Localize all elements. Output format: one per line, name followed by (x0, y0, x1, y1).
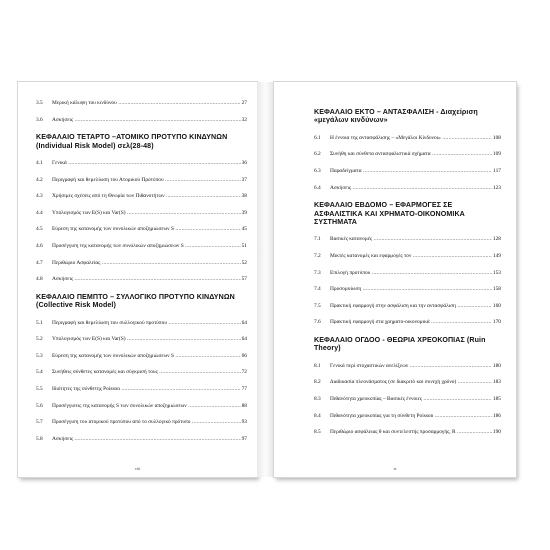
toc-entry-number: 3.5 (36, 100, 43, 106)
toc-entry-page: 158 (492, 286, 501, 293)
toc-entry-page: 93 (241, 419, 247, 426)
chapter-heading: ΚΕΦΑΛΑΙΟ ΤΕΤΑΡΤΟ –ΑΤΟΜΙΚΟ ΠΡΟΤΥΠΟ ΚΙΝΔΥΝΩΝ (Individual Risk Model) σελ(28-48) (36, 133, 228, 150)
toc-entry-title: Συνήθη και σύνθετα αντασφαλιστικά σχήματα ..... (330, 151, 492, 158)
toc-entry-title: Μερική κάλυψη του κινδύνου ..... (52, 100, 241, 107)
left-page (18, 82, 257, 477)
toc-entry-page: 45 (241, 226, 247, 233)
toc-entry-number: 8.2 (314, 379, 321, 386)
toc-entry-page: 109 (492, 151, 501, 158)
chapter-heading: ΚΕΦΑΛΑΙΟ ΠΕΜΠΤΟ – ΣΥΛΛΟΓΙΚΟ ΠΡΟΤΥΠΟ ΚΙΝΔΥΝΩΝ (Collective Risk Model) (36, 292, 235, 310)
toc-entry-number: 6.4 (314, 184, 321, 191)
toc-entry-page: 88 (241, 402, 247, 409)
toc-entry-number: 7.3 (314, 269, 321, 276)
toc-entry-page: 72 (241, 369, 247, 376)
toc-entry (36, 419, 247, 426)
toc-entry-title: Υπολογισμός των E(S) και Var(S) ..... (52, 336, 241, 343)
toc-entry-title: Ασκήσεις ..... (52, 117, 241, 124)
toc-entry-page: 128 (492, 236, 501, 243)
toc-entry-number: 8.3 (314, 395, 321, 402)
toc-entry-title: Διαδικασία πλεονάσματος (σε διακριτό και συνεχή χρόνο) ..... (330, 379, 492, 386)
toc-entry (314, 303, 501, 310)
toc-entry-title: Η έννοια της αντασφάλισης – «Μεγάλοι Κίνδυνοι» ..... (330, 135, 492, 142)
toc-entry-number: 5.7 (36, 419, 43, 426)
toc-entry (36, 100, 247, 107)
toc-entry-number: 3.6 (36, 116, 43, 123)
toc-entry-page: 77 (241, 385, 247, 392)
toc-entry-title: Εύρεση της κατανομής των συνολικών αποζημιώσεων S ..... (52, 353, 241, 360)
toc-entry-number: 7.4 (314, 286, 321, 293)
toc-entry (314, 168, 501, 175)
toc-entry-number: 7.6 (314, 319, 321, 326)
page-number-left: viii (134, 466, 141, 471)
toc-entry-page: 153 (492, 269, 501, 276)
toc-entry-title: Περιθώριο Ασφαλείας ..... (52, 260, 241, 267)
toc-entry-number: 4.5 (36, 226, 43, 233)
chapter-heading: ΚΕΦΑΛΑΙΟ ΟΓΔΟΟ - ΘΕΩΡΙΑ ΧΡΕΟΚΟΠΙΑΣ (Ruin Theory) (314, 335, 486, 353)
toc-entry-number: 7.5 (314, 302, 321, 309)
toc-entry (36, 210, 247, 217)
toc-entry-number: 4.2 (36, 176, 43, 183)
toc-entry (36, 369, 247, 376)
toc-entry-page: 52 (241, 259, 247, 266)
toc-entry-page: 190 (492, 429, 501, 436)
toc-entry-page: 185 (492, 395, 501, 402)
toc-entry-title: Πιθανότητα χρεοκοπίας – Βασικές έννοιες ..... (330, 396, 492, 403)
toc-entry-page: 66 (241, 352, 247, 359)
toc-entry-number: 5.4 (36, 369, 43, 376)
toc-entry-number: 8.4 (314, 412, 321, 419)
toc-entry (36, 336, 247, 343)
toc-entry (314, 253, 501, 260)
toc-entry (314, 363, 501, 370)
toc-entry (314, 286, 501, 293)
toc-entry-title: Προσέγγιση του ατομικού προτύπου από το συλλογικό πρότυπο ..... (52, 419, 241, 426)
toc-entry (36, 160, 247, 167)
toc-entry-page: 180 (492, 362, 501, 369)
toc-entry-title: Υπολογισμός των E(S) και Var(S) ..... (52, 210, 241, 217)
toc-entry-title: Ιδιότητες της σύνθετης Poisson ..... (52, 386, 241, 393)
toc-entry-title: Γενικά ..... (52, 160, 241, 167)
toc-entry-number: 8.5 (314, 429, 321, 436)
toc-entry-number: 4.3 (36, 193, 43, 200)
toc-entry (36, 436, 247, 443)
toc-entry (314, 379, 501, 386)
toc-entry-page: 186 (492, 412, 501, 419)
toc-entry (36, 193, 247, 200)
toc-entry-title: Περιγραφή και θεμελίωση του Ατομικού Προτύπου ..... (52, 177, 241, 184)
toc-entry-number: 4.8 (36, 276, 43, 283)
chapter-heading: ΚΕΦΑΛΑΙΟ ΕΒΔΟΜΟ – ΕΦΑΡΜΟΓΕΣ ΣΕ ΑΣΦΑΛΙΣΤΙΚΑ ΚΑΙ ΧΡΗΜΑΤΟ-ΟΙΚΟΝΟΜΙΚΑ ΣΥΣΤΗΜΑΤΑ (314, 201, 465, 226)
book-gutter (257, 82, 274, 477)
toc-entry-number: 5.6 (36, 402, 43, 409)
toc-entry (36, 117, 247, 124)
toc-entry (314, 236, 501, 243)
toc-entry (36, 260, 247, 267)
toc-entry-title: Ασκήσεις ..... (330, 185, 492, 192)
toc-entry (314, 396, 501, 403)
toc-entry-page: 117 (493, 168, 501, 174)
toc-entry-number: 6.1 (314, 134, 321, 141)
toc-entry-page: 51 (241, 242, 247, 249)
toc-entry-title: Επιλογή προτύπου ..... (330, 270, 492, 277)
toc-entry-title: Πιθανότητα χρεοκοπίας για τη σύνθετη Poisson ..... (330, 413, 492, 420)
toc-entry (314, 413, 501, 420)
toc-entry-page: 183 (492, 379, 501, 386)
toc-entry (314, 270, 501, 277)
toc-entry (314, 319, 501, 326)
chapter-heading: ΚΕΦΑΛΑΙΟ ΕΚΤΟ – ΑΝΤΑΣΦΑΛΙΣΗ - Διαχείριση «μεγάλων κινδύνων» (314, 108, 478, 125)
toc-entry (36, 386, 247, 393)
toc-entry (314, 185, 501, 192)
toc-entry (36, 353, 247, 360)
toc-entry-page: 170 (492, 319, 501, 326)
toc-entry-title: Εύρεση της κατανομής των συνολικών αποζημιώσεων S ..... (52, 226, 241, 233)
toc-entry (36, 276, 247, 283)
toc-entry-title: Προσέγγιση της κατανομής των συνολικών αποζημιώσεων S ..... (52, 243, 241, 250)
toc-entry-title: Πρακτική εφαρμογή στα χρηματο-οικονομικά ..... (330, 319, 492, 326)
right-toc (314, 108, 501, 446)
toc-entry-number: 4.7 (36, 259, 43, 266)
toc-entry-page: 108 (492, 134, 501, 141)
toc-entry-page: 32 (241, 116, 247, 123)
toc-entry (314, 135, 501, 142)
toc-entry (36, 226, 247, 233)
toc-entry-page: 37 (241, 176, 247, 183)
toc-entry (36, 403, 247, 410)
left-toc (36, 100, 247, 452)
toc-entry-title: Προσομοίωση ..... (330, 286, 492, 293)
toc-entry-page: 36 (241, 160, 247, 166)
page-number-right: ix (393, 466, 397, 471)
toc-entry-title: Πρακτική εφαρμογή στην ασφάλιση και την αντασφάλιση ..... (330, 303, 492, 310)
toc-entry-title: Βασικές κατανομές ..... (330, 236, 492, 243)
toc-entry-number: 6.2 (314, 151, 321, 158)
toc-entry-title: Γενικά περί στοχαστικών ανελίξεων ..... (330, 363, 492, 370)
toc-entry-title: Συνήθεις σύνθετες κατανομές και σύγκρισή τους ..... (52, 369, 241, 376)
toc-entry-number: 5.2 (36, 336, 43, 343)
toc-entry-page: 27 (241, 100, 247, 106)
toc-entry-page: 149 (492, 253, 501, 259)
toc-entry-number: 6.3 (314, 168, 321, 174)
toc-entry (314, 151, 501, 158)
toc-entry (36, 320, 247, 327)
toc-entry-number: 4.6 (36, 242, 43, 249)
toc-entry (314, 429, 501, 436)
toc-entry-title: Ασκήσεις ..... (52, 436, 241, 443)
toc-entry (36, 243, 247, 250)
toc-entry-title: Παραδείγματα ..... (330, 168, 492, 175)
toc-entry-title: Περιθώριο ασφάλειας θ και συντελεστής προσαρμογής, R ..... (330, 429, 492, 436)
toc-entry-title: Προσέγγισεις της κατανομής S των συνολικών αποζημιώσεων ..... (52, 403, 241, 410)
toc-entry (36, 177, 247, 184)
toc-entry-page: 160 (492, 302, 501, 309)
toc-entry-page: 123 (492, 184, 501, 191)
toc-entry-title: Περιγραφή και θεμελίωση του συλλογικού προτύπου ..... (52, 320, 241, 327)
toc-entry-number: 7.1 (314, 236, 321, 243)
toc-entry-title: Ασκήσεις ..... (52, 276, 241, 283)
right-page (274, 82, 516, 477)
toc-entry-number: 4.1 (36, 160, 43, 166)
toc-entry-number: 5.8 (36, 435, 43, 442)
toc-entry-number: 5.3 (36, 352, 43, 359)
toc-entry-number: 5.1 (36, 319, 43, 326)
toc-entry-title: Χρήσιμες σχέσεις από τη Θεωρία των Πιθανοτήτων ..... (52, 193, 241, 200)
toc-entry-number: 5.5 (36, 385, 43, 392)
toc-entry-page: 64 (241, 319, 247, 326)
toc-entry-page: 57 (241, 276, 247, 283)
toc-entry-number: 8.1 (314, 362, 321, 369)
toc-entry-page: 39 (241, 209, 247, 216)
toc-entry-page: 97 (241, 435, 247, 442)
toc-entry-page: 38 (241, 193, 247, 200)
toc-entry-number: 4.4 (36, 209, 43, 216)
toc-entry-title: Μικτές κατανομές και εφαρμογές τον ..... (330, 253, 492, 260)
toc-entry-number: 7.2 (314, 253, 321, 259)
toc-entry-page: 64 (241, 336, 247, 343)
